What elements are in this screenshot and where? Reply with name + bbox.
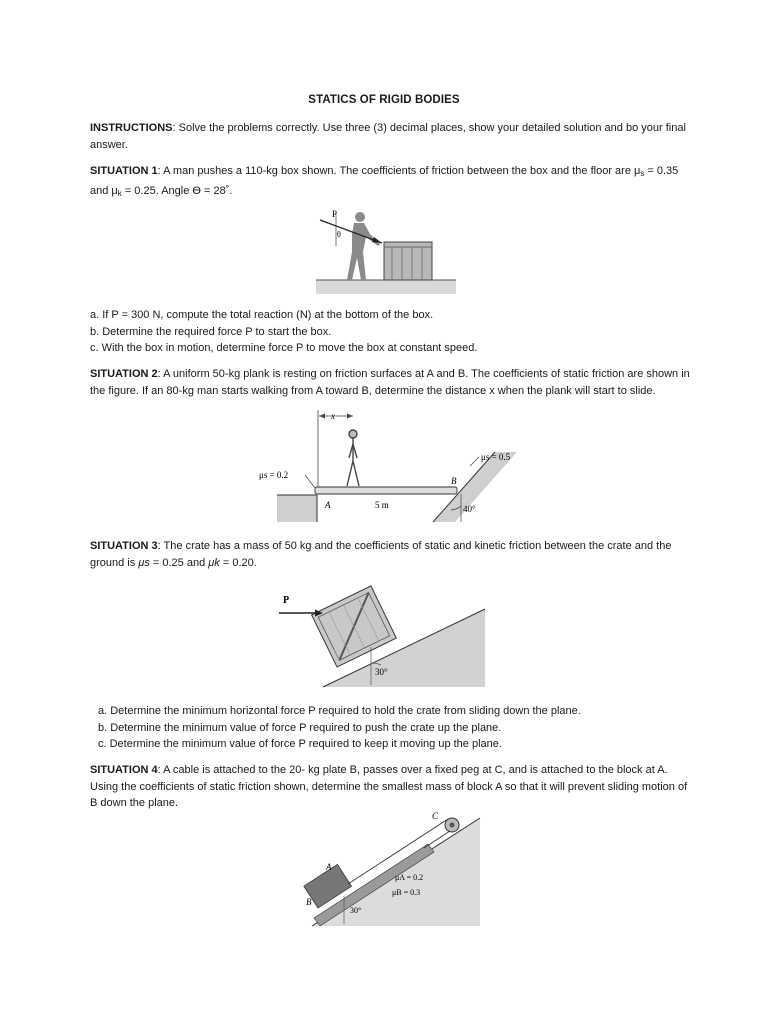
- page-title: STATICS OF RIGID BODIES: [308, 94, 460, 106]
- label-mu-b: μB = 0.3: [392, 888, 421, 897]
- situation4-paragraph: [90, 762, 690, 812]
- plank: [315, 487, 457, 494]
- label-x: x: [331, 411, 335, 421]
- situation3-text-c: = 0.20.: [219, 556, 257, 569]
- situation1-list: [90, 307, 690, 357]
- situation3-text-b: = 0.25 and: [149, 556, 209, 569]
- instructions-text: : Solve the problems correctly. Use three (3) decimal places, show your detailed solution and bo your final answer.: [90, 122, 686, 151]
- situation2-text: : A uniform 50-kg plank is resting on friction surfaces at A and B. The coefficients of static friction are shown in the figure. If an 80-kg man starts walking from A toward B, determine the distance x when the plank will start to slide.: [90, 368, 690, 397]
- label-a: A: [326, 862, 332, 872]
- situation1-text-b: = 0.35 and μ: [90, 165, 679, 197]
- situation2-figure: [255, 406, 525, 528]
- instructions-paragraph: [90, 120, 690, 153]
- man-figure: [347, 430, 359, 486]
- label-angle-40: 40°: [463, 504, 476, 514]
- situation4-text: : A cable is attached to the 20- kg plate B, passes over a fixed peg at C, and is attached to the block at A. Using the coefficients of static friction shown, determine the smallest mass of block A so that it will prevent sliding motion of B down the plane.: [90, 764, 688, 809]
- box: [384, 242, 432, 280]
- situation3-figure: [275, 585, 495, 690]
- situation2-paragraph: [90, 366, 690, 399]
- label-a: A: [325, 500, 331, 510]
- situation3-paragraph: [90, 538, 690, 571]
- situation2-label: SITUATION 2: [90, 368, 158, 380]
- situation4-figure: [300, 808, 490, 930]
- situation3-list: [98, 703, 698, 753]
- floor-hatch: [316, 280, 456, 294]
- label-mu-a: μA = 0.2: [395, 873, 424, 882]
- situation3-mus: μs: [138, 556, 150, 569]
- situation3-text-a: : The crate has a mass of 50 kg and the coefficients of static and kinetic friction between the crate and the ground is: [90, 540, 672, 569]
- situation3-item-c: c. Determine the minimum value of force P required to keep it moving up the plane.: [98, 738, 502, 750]
- label-length: 5 m: [375, 500, 389, 510]
- situation1-text-a: : A man pushes a 110-kg box shown. The coefficients of friction between the box and the floor are μ: [157, 165, 641, 177]
- situation3-muk: μk: [208, 556, 220, 569]
- label-p: P: [283, 595, 290, 606]
- label-b: B: [451, 476, 457, 486]
- label-mu-a: μs = 0.2: [259, 470, 289, 480]
- crate: [312, 586, 397, 667]
- situation1-label: SITUATION 1: [90, 165, 158, 177]
- label-c: C: [432, 811, 439, 821]
- left-support: [277, 495, 317, 522]
- situation3-item-a: a. Determine the minimum horizontal force P required to hold the crate from sliding down the plane.: [98, 705, 581, 717]
- label-p: P: [332, 209, 338, 219]
- situation3-item-b: b. Determine the minimum value of force P required to push the crate up the plane.: [98, 721, 502, 734]
- situation4-label: SITUATION 4: [90, 764, 158, 776]
- situation1-item-b: b. Determine the required force P to start the box.: [90, 325, 332, 338]
- situation1-figure: [312, 206, 460, 298]
- label-b: B: [306, 897, 312, 907]
- situation1-sub-s: s: [640, 169, 645, 178]
- man-silhouette: [347, 212, 380, 280]
- situation1-item-c: c. With the box in motion, determine force P to move the box at constant speed.: [90, 342, 478, 354]
- situation1-paragraph: [90, 163, 690, 202]
- situation3-label: SITUATION 3: [90, 540, 158, 552]
- label-mu-b: μs = 0.5: [481, 452, 511, 462]
- label-angle-30: 30°: [350, 906, 362, 915]
- situation1-text-c: = 0.25. Angle ϴ = 28˚.: [121, 184, 233, 197]
- label-angle-30: 30°: [375, 667, 388, 677]
- situation1-item-a: a. If P = 300 N, compute the total reaction (N) at the bottom of the box.: [90, 309, 434, 321]
- instructions-label: INSTRUCTIONS: [90, 122, 173, 134]
- situation1-sub-k: k: [117, 188, 122, 198]
- force-p-line: [320, 220, 382, 243]
- label-theta: θ: [337, 230, 341, 239]
